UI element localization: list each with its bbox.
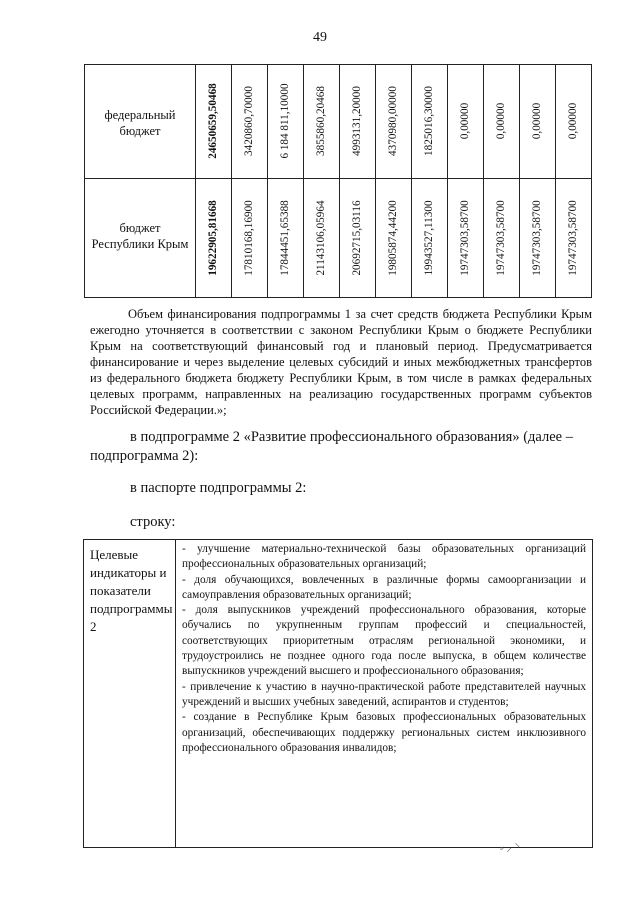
indicators-list: [176, 542, 586, 756]
budget-value: 20692715,03116: [351, 200, 363, 276]
subprogram-heading: в подпрограмме 2 «Развитие профессионального образования» (далее – подпрограмма 2):: [90, 429, 573, 464]
row-label-federal: [85, 107, 195, 139]
row-label-crimea: [85, 220, 195, 252]
indicator-item: - создание в Республике Крым базовых профессиональных образовательных организаций, обеспечивающих поддержку региональных систем инклюзивного профессионального образования инвалидов;: [182, 711, 586, 754]
budget-value: 17810168,16900: [243, 200, 255, 276]
column-divider: [519, 65, 520, 297]
page-number: 49: [313, 30, 327, 45]
column-divider: [303, 65, 304, 297]
indicators-label-cell: Целевые индикаторы и показатели подпрограммы 2: [84, 540, 176, 847]
column-divider: [231, 65, 232, 297]
budget-value: 19747303,58700: [567, 200, 579, 276]
budget-value: 24650659,50468: [207, 83, 219, 159]
budget-value: 21143106,05964: [315, 200, 327, 276]
budget-value: 4993131,20000: [351, 86, 363, 156]
budget-value: 3855860,20468: [315, 86, 327, 156]
row-heading: строку:: [130, 514, 176, 530]
column-divider: [483, 65, 484, 297]
budget-value: 6 184 811,10000: [279, 83, 291, 159]
budget-value: 19805874,44200: [387, 200, 399, 276]
financing-paragraph: Объем финансирования подпрограммы 1 за счет средств бюджета Республики Крым ежегодно уточняется в соответствии с законом Республики Крым о бюджете Республики Крым на соответствующий финансовый год и плановый период. Предусматривается финансирование и через выделение целевых субсидий и иных межбюджетных трансфертов из федерального бюджета бюджету Республики Крым, в том числе в рамках федеральных целевых программ, направленных на реализацию государственных программ субъектов Российской Федерации.»;: [90, 307, 592, 417]
label-line: бюджет: [119, 124, 161, 138]
row-divider: [85, 178, 591, 179]
label-line: бюджет: [119, 221, 161, 235]
budget-value: 0,00000: [459, 102, 471, 140]
handwritten-mark: ⸗ ⸝ ⸌: [500, 842, 521, 854]
column-divider: [447, 65, 448, 297]
label-line: федеральный: [104, 108, 176, 122]
passport-heading: в паспорте подпрограммы 2:: [130, 480, 307, 496]
indicator-item: - доля выпускников учреждений профессионального образования, которые обучались по укрупненным группам профессий и специальностей, соответствующих приоритетным отраслям региональной экономики, и трудоустроились не позднее одного года после выпуска, в общем количестве выпускников учреждений высшего и профессионального образования;: [182, 604, 586, 678]
budget-value: 19747303,58700: [531, 200, 543, 276]
column-divider: [195, 65, 196, 297]
column-divider: [339, 65, 340, 297]
budget-value: 3420860,70000: [243, 86, 255, 156]
indicator-item: - улучшение материально-технической базы образовательных организаций профессиональных образовательных организаций;: [182, 543, 586, 571]
budget-value: 17844451,65388: [279, 200, 291, 276]
label-line: Республики Крым: [91, 237, 189, 251]
budget-value: 0,00000: [567, 102, 579, 140]
budget-value: 19622905,81668: [207, 200, 219, 276]
column-divider: [411, 65, 412, 297]
indicators-table: [83, 539, 593, 848]
budget-value: 19747303,58700: [459, 200, 471, 276]
budget-value: 19747303,58700: [495, 200, 507, 276]
budget-value: 19943527,11300: [423, 200, 435, 276]
budget-value: 0,00000: [531, 102, 543, 140]
indicator-item: - привлечение к участию в научно-практической работе представителей научных учреждений и высших учебных заведений, аспирантов и студентов;: [182, 680, 586, 708]
budget-table: [84, 64, 592, 298]
indicator-item: - доля обучающихся, вовлеченных в различные формы самоорганизации и самоуправления образовательных организаций;: [182, 573, 586, 601]
budget-value: 1825016,30000: [423, 86, 435, 156]
budget-value: 0,00000: [495, 102, 507, 140]
column-divider: [555, 65, 556, 297]
budget-value: 4370980,00000: [387, 86, 399, 156]
column-divider: [267, 65, 268, 297]
column-divider: [375, 65, 376, 297]
